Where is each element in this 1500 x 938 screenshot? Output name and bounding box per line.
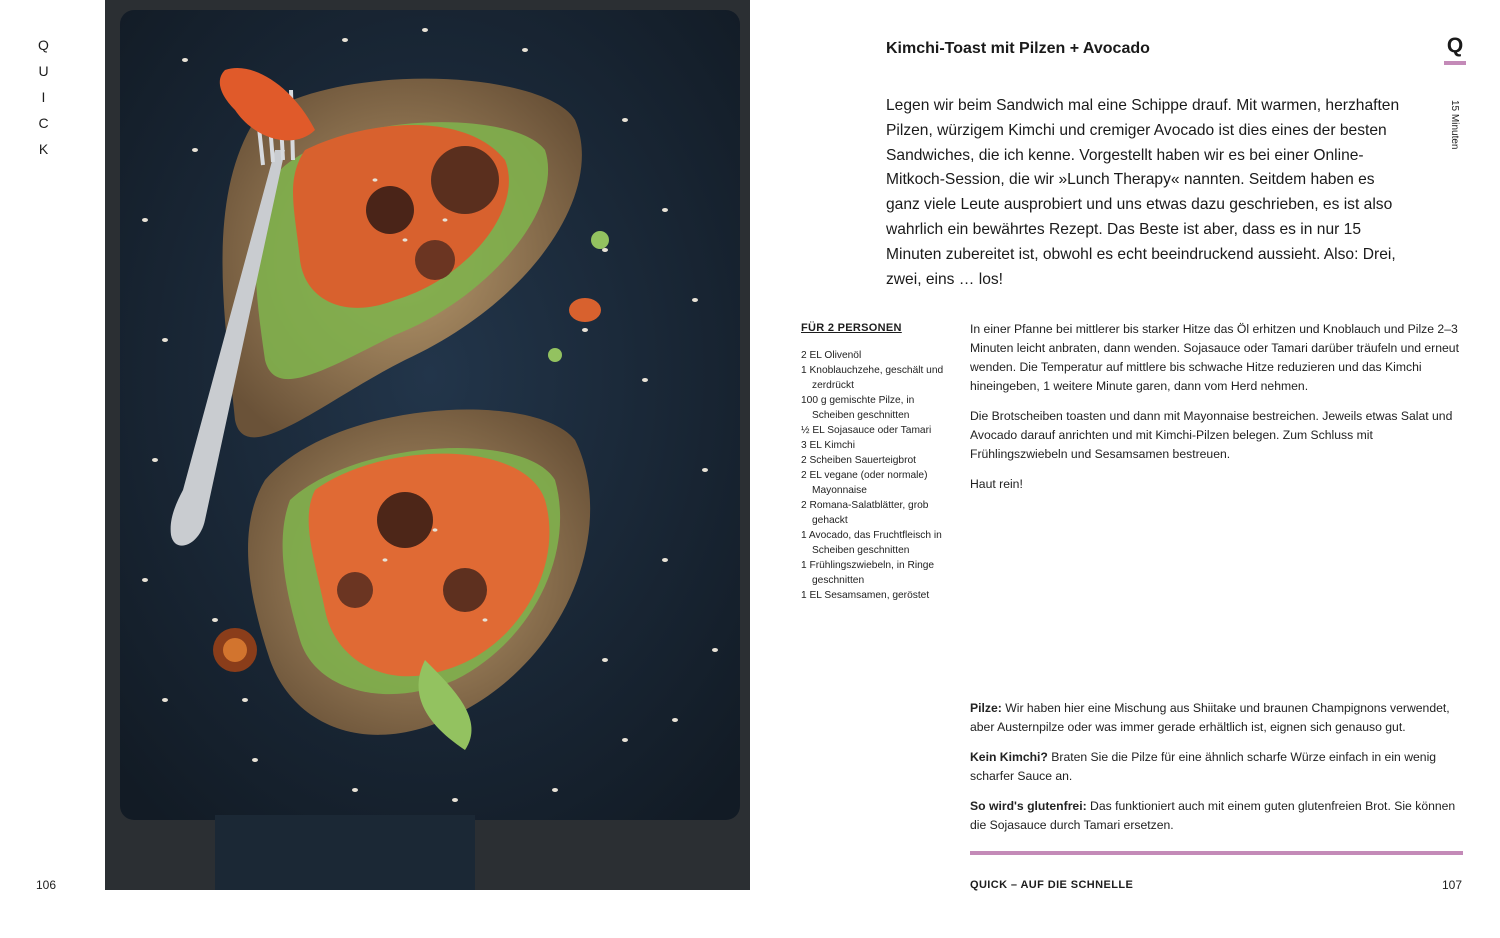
recipe-photo bbox=[105, 0, 750, 890]
page-number-left: 106 bbox=[36, 878, 57, 892]
page-number-right: 107 bbox=[1442, 878, 1463, 892]
ingredient-item: 2 EL Olivenöl bbox=[801, 350, 862, 361]
recipe-notes bbox=[970, 699, 1465, 846]
ingredient-item: 1 Knoblauchzehe, geschält und zerdrückt bbox=[801, 365, 944, 391]
ingredients-items bbox=[801, 348, 956, 603]
recipe-title: Kimchi-Toast mit Pilzen + Avocado bbox=[886, 40, 1150, 57]
ingredient-item: 2 EL vegane (oder normale) Mayonnaise bbox=[801, 470, 928, 496]
note-paragraph bbox=[970, 797, 1465, 835]
ingredient-item: 1 EL Sesamsamen, geröstet bbox=[801, 590, 930, 601]
recipe-intro bbox=[886, 94, 1406, 292]
note-text: Braten Sie die Pilze für eine ähnlich scharfe Würze einfach in ein wenig scharfer Sauce an. bbox=[970, 750, 1437, 783]
note-paragraph bbox=[970, 748, 1465, 786]
ingredient-item: 2 Scheiben Sauerteigbrot bbox=[801, 455, 916, 466]
kimchi-toast-illustration bbox=[105, 0, 750, 890]
method-step: Die Brotscheiben toasten und dann mit Mayonnaise bestreichen. Jeweils etwas Salat und Avocado darauf anrichten und mit Kimchi-Pilzen belegen. Zum Schluss mit Frühlingszwiebeln und Sesamsamen bestreuen. bbox=[970, 409, 1453, 461]
footer-divider bbox=[970, 851, 1463, 855]
q-logo-underline bbox=[1444, 61, 1466, 65]
note-text: Wir haben hier eine Mischung aus Shiitake und braunen Champignons verwendet, aber Austernpilze oder was immer gerade erhältlich ist, eignen sich genauso gut. bbox=[970, 701, 1450, 734]
ingredient-item: ½ EL Sojasauce oder Tamari bbox=[801, 425, 932, 436]
ingredient-item: 3 EL Kimchi bbox=[801, 440, 855, 451]
method-step: Haut rein! bbox=[970, 477, 1023, 491]
quick-vertical-label bbox=[30, 32, 58, 162]
ingredient-item: 1 Frühlingszwiebeln, in Ringe geschnitten bbox=[801, 560, 935, 586]
ingredient-item: 2 Romana-Salatblätter, grob gehackt bbox=[801, 500, 929, 526]
intro-paragraph: Legen wir beim Sandwich mal eine Schippe drauf. Mit warmen, herzhaften Pilzen, würzigem Kimchi und cremiger Avocado ist dies eines der besten Sandwiches, die ich kenne. Vorgestellt haben wir es bei einer Online-Mitkoch-Session, die wir »Lunch Therapy« nannten. Seitdem haben es ganz viele Leute ausprobiert und uns etwas dazu geschrieben, es ist also wahrlich ein bewährtes Rezept. Das Beste ist aber, dass es in nur 15 Minuten zubereitet ist, obwohl es echt beeindruckend aussieht. Also: Drei, zwei, eins … los! bbox=[886, 97, 1400, 288]
quick-q-logo: Q bbox=[1446, 34, 1464, 57]
method-step: In einer Pfanne bei mittlerer bis starker Hitze das Öl erhitzen und Knoblauch und Pilze 2–3 Minuten leicht anbraten, dann wenden. Sojasauce oder Tamari darüber träufeln und erneut wenden. Die Temperatur auf mittlere bis schwache Hitze reduzieren und das Kimchi hineingeben, 1 weitere Minute garen, dann vom Herd nehmen. bbox=[970, 322, 1459, 393]
method-steps bbox=[970, 320, 1465, 505]
note-label: Pilze: bbox=[970, 701, 1002, 715]
note-text: Das funktioniert auch mit einem guten glutenfreien Brot. Sie können die Sojasauce durch Tamari ersetzen. bbox=[970, 799, 1456, 832]
quick-letter: I bbox=[41, 89, 47, 105]
prep-time-text: 15 Minuten bbox=[1449, 100, 1460, 150]
quick-letter: U bbox=[38, 63, 50, 79]
note-label: So wird's glutenfrei: bbox=[970, 799, 1087, 813]
note-paragraph bbox=[970, 699, 1465, 737]
ingredient-item: 100 g gemischte Pilze, in Scheiben geschnitten bbox=[801, 395, 915, 421]
note-label: Kein Kimchi? bbox=[970, 750, 1048, 764]
ingredients-list bbox=[801, 322, 956, 603]
chapter-footer-label: QUICK – AUF DIE SCHNELLE bbox=[970, 879, 1134, 891]
prep-time-label bbox=[1448, 100, 1462, 170]
ingredients-heading: FÜR 2 PERSONEN bbox=[801, 322, 902, 334]
ingredient-item: 1 Avocado, das Fruchtfleisch in Scheiben geschnitten bbox=[801, 530, 942, 556]
quick-letter: C bbox=[38, 115, 50, 131]
quick-letter: K bbox=[38, 141, 50, 157]
quick-letter: Q bbox=[38, 37, 50, 53]
